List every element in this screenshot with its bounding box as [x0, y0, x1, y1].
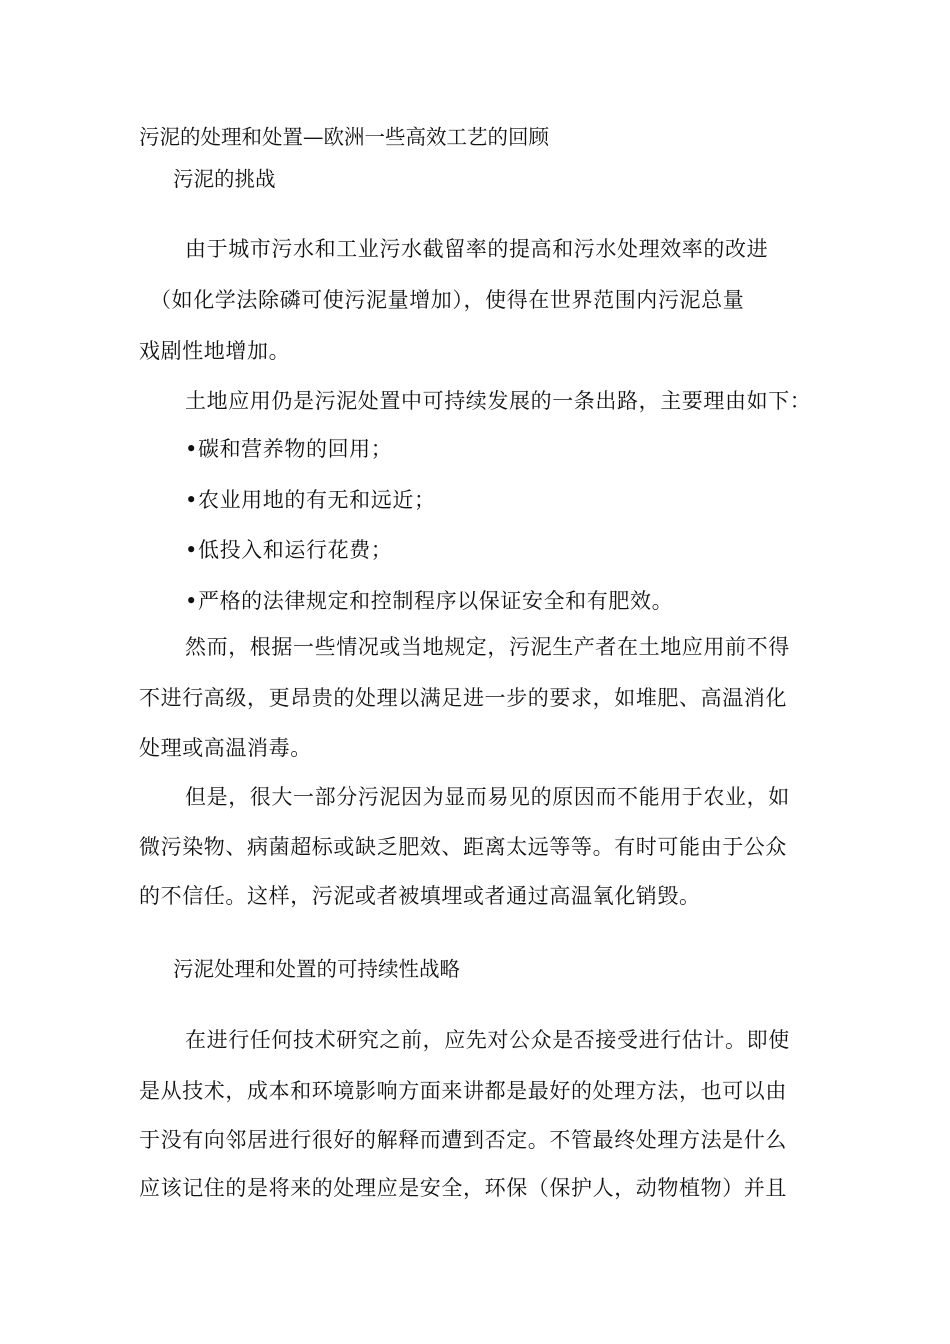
bullet-item-4: •严格的法律规定和控制程序以保证安全和有肥效。: [185, 589, 674, 613]
paragraph-5-line-2: 是从技术，成本和环境影响方面来讲都是最好的处理方法，也可以由: [139, 1079, 787, 1103]
paragraph-1-line-3: 戏剧性地增加。: [139, 339, 291, 363]
paragraph-4-line-2: 微污染物、病菌超标或缺乏肥效、距离太远等等。有时可能由于公众: [139, 835, 787, 859]
bullet-item-3: •低投入和运行花费；: [185, 538, 393, 562]
paragraph-4-line-1: 但是，很大一部分污泥因为显而易见的原因而不能用于农业，如: [185, 785, 790, 809]
paragraph-3-line-1: 然而，根据一些情况或当地规定，污泥生产者在土地应用前不得: [185, 635, 790, 659]
paragraph-1-line-2: （如化学法除磷可使污泥量增加），使得在世界范围内污泥总量: [150, 288, 745, 312]
paragraph-5-line-4: 应该记住的是将来的处理应是安全，环保（保护人，动物植物）并且: [139, 1176, 787, 1200]
paragraph-5-line-3: 于没有向邻居进行很好的解释而遭到否定。不管最终处理方法是什么: [139, 1128, 787, 1152]
section-heading-sustainable-strategy: 污泥处理和处置的可持续性战略: [173, 957, 460, 981]
paragraph-1-line-1: 由于城市污水和工业污水截留率的提高和污水处理效率的改进: [185, 237, 769, 261]
paragraph-3-line-3: 处理或高温消毒。: [139, 736, 312, 760]
section-heading-sludge-challenge: 污泥的挑战: [173, 167, 276, 191]
bullet-item-1: •碳和营养物的回用；: [185, 437, 393, 461]
document-title: 污泥的处理和处置—欧洲一些高效工艺的回顾: [139, 125, 549, 149]
paragraph-2: 土地应用仍是污泥处置中可持续发展的一条出路，主要理由如下：: [185, 389, 812, 413]
paragraph-4-line-3: 的不信任。这样，污泥或者被填埋或者通过高温氧化销毁。: [139, 884, 701, 908]
paragraph-3-line-2: 不进行高级，更昂贵的处理以满足进一步的要求，如堆肥、高温消化: [139, 686, 787, 710]
bullet-item-2: •农业用地的有无和远近；: [185, 488, 436, 512]
paragraph-5-line-1: 在进行任何技术研究之前，应先对公众是否接受进行估计。即使: [185, 1028, 790, 1052]
